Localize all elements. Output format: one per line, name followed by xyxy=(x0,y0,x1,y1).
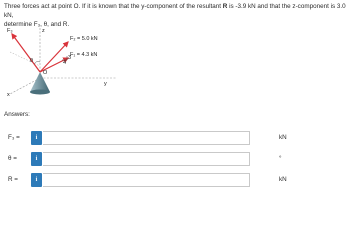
unit-label-theta: ° xyxy=(279,155,282,162)
answer-label-theta: θ = xyxy=(8,155,17,162)
answer-row-r xyxy=(4,172,324,188)
info-icon[interactable]: i xyxy=(31,131,42,145)
resultant-symbol: R xyxy=(222,3,228,10)
problem-text-3: determine F₃, θ, and R. xyxy=(4,21,70,28)
slope-label-3: 3 xyxy=(68,55,72,61)
y-axis-label: y xyxy=(104,81,107,87)
z-axis-label: z xyxy=(42,28,45,34)
f3-arrow xyxy=(12,34,40,72)
f2-arrow xyxy=(40,42,68,72)
answer-label-f3: F₃ = xyxy=(8,134,20,141)
theta-input[interactable] xyxy=(43,152,250,166)
slope-label-4: 4 xyxy=(63,60,67,66)
unit-label-r: kN xyxy=(279,176,287,183)
guide-line xyxy=(10,52,40,66)
info-icon[interactable]: i xyxy=(31,152,42,166)
answer-row-f3 xyxy=(4,130,324,146)
f1-label: F₁ = 4.3 kN xyxy=(70,52,98,58)
unit-label-f3: kN xyxy=(279,134,287,141)
support-base xyxy=(30,90,50,95)
f3-label: F₃ xyxy=(7,28,13,34)
answer-row-theta xyxy=(4,151,324,167)
problem-text-2: is -3.9 kN and that the z-component is 3.0 kN, xyxy=(4,3,346,19)
o-label: O xyxy=(43,70,48,76)
problem-text-1: Three forces act at point O. If it is known that the y-component of the resultant xyxy=(4,3,223,10)
r-input[interactable] xyxy=(43,173,250,187)
force-diagram xyxy=(4,22,134,102)
x-axis-label: x xyxy=(7,92,10,98)
theta-label: θ xyxy=(30,58,34,64)
info-icon[interactable]: i xyxy=(31,173,42,187)
f2-label: F₂ = 5.0 kN xyxy=(70,36,98,42)
answer-label-r: R = xyxy=(8,176,18,183)
answers-heading: Answers: xyxy=(4,111,30,118)
f3-input[interactable] xyxy=(43,131,250,145)
